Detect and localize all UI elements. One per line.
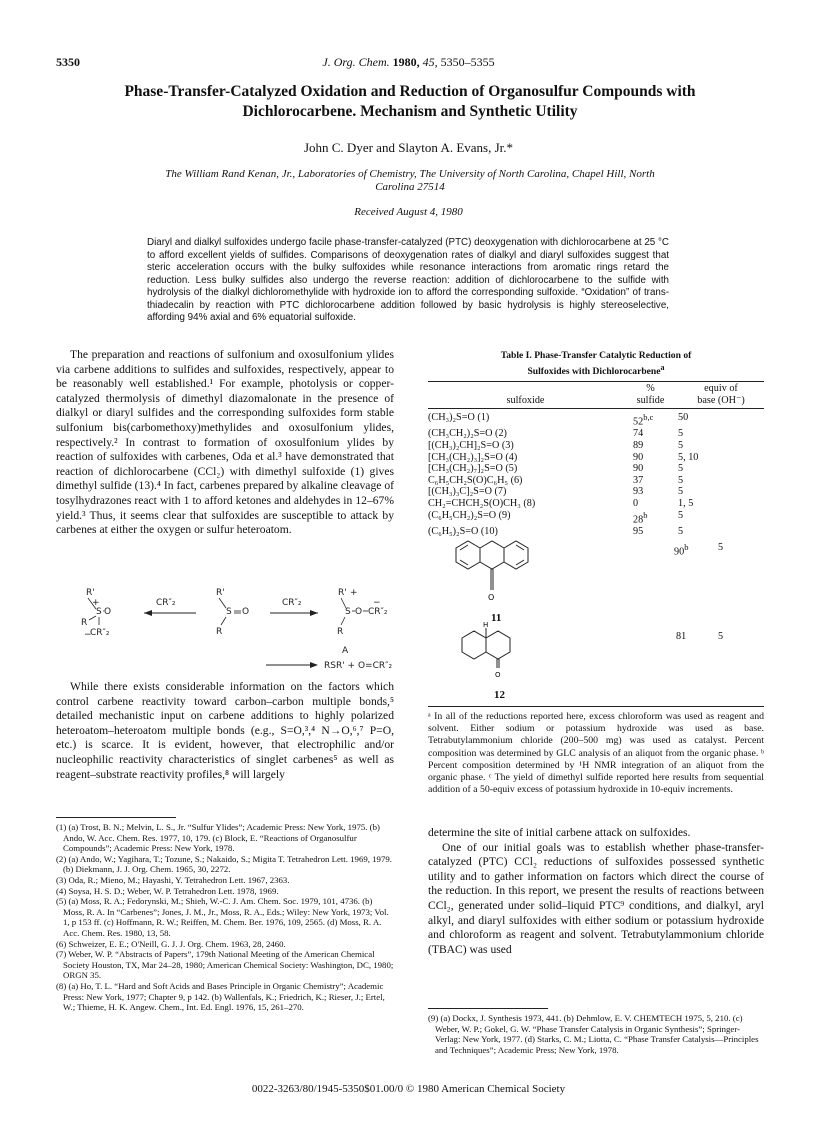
table-1: [428, 350, 764, 537]
scheme-cr2-right: CR″₂: [368, 607, 388, 617]
cell-equiv: 5: [678, 486, 684, 498]
scheme-minus-left: −: [84, 630, 92, 640]
compound-12-structure: [446, 622, 556, 680]
table-title: [428, 350, 764, 378]
journal-year: 1980,: [392, 55, 420, 69]
table-title-line2: Sulfoxides with Dichlorocarbene: [527, 366, 661, 378]
cell-equiv: 1, 5: [678, 497, 694, 509]
compound-11-pct-sup: b: [684, 542, 689, 552]
table-row: [428, 440, 764, 452]
compound-11-pct: [674, 542, 688, 557]
header-equiv-line1: equiv of: [704, 383, 738, 395]
compound-11-structure: [446, 534, 556, 610]
cell-pct: 90: [633, 451, 644, 463]
cell-equiv: 5: [678, 463, 684, 475]
journal-pages: 5350–5355: [440, 55, 495, 69]
compound-12-label: 12: [494, 689, 505, 701]
cell-equiv: 5: [678, 509, 684, 521]
table-header-row: [428, 383, 764, 406]
intro-paragraph-2: While there exists considerable information on the factors which control carbene reactivity toward carbon–carbon multiple bonds,⁵ detailed mechanistic input on carbene additions to highly polarized heteroatom–heteroatom multiple bonds (e.g., S=O,³,⁴ N→O,⁶,⁷ P=O, etc.) is scarce. It is evident, however, that electrophilic and/or nucleophilic reactivity characteristics of singlet carbenes⁵ as well as reagent–substrate reactivity profiles,⁸ will largely: [56, 680, 394, 781]
journal-name: J. Org. Chem.: [322, 55, 390, 69]
footnote-5: (5) (a) Moss, R. A.; Fedorynski, M.; Shieh, W.-C. J. Am. Chem. Soc. 1979, 101, 4736. (b) Moss, R. A. In “Carbenes”; Jones, J. M., Jr., Moss, R. A., Eds.; Wiley: New York, 1973; Vol. 1, p 153 ff. (c) Hoffmann, R. W.; Reiffen, M. Chem. Ber. 1976, 109, 2565. (d) Moss, R. A. Acc. Chem. Res. 1980, 13, 58.: [56, 896, 389, 938]
cell-sulfoxide: (C₆H₅CH₂)₂S=O (9): [428, 509, 511, 521]
scheme-r1-left: R': [86, 588, 95, 598]
table-body: [428, 383, 764, 406]
scheme-r1-center: R': [216, 588, 225, 598]
cell-pct: 90: [633, 463, 644, 475]
header-equiv-base: [678, 383, 764, 406]
cell-pct-value: 52: [633, 416, 644, 428]
intro-paragraph-1: The preparation and reactions of sulfonium and oxosulfonium ylides via carbene additions to sulfides and sulfoxides, respectively, appear to be reasonably well established.¹ For example, photolysis or copper-catalyzed thermolysis of dimethyl diazomalonate in the presence of dialkyl or diaryl sulfides and the corresponding sulfoxides form stable sulfonium bis(carbomethoxy)methylides and oxosulfonium ylides, respectively.² In contrast to formation of oxosulfonium ylides by reaction of sulfoxides with carbenes, Oda et al.³ have demonstrated that reaction of dichlorocarbene (CCl₂) with dimethyl sulfoxide (1) gives dimethyl sulfide (13).⁴ In fact, carbenes prepared by alkaline cleavage of tosylhydrazones react with 1 to afford ketones and aldehydes in 12–67% yield.³ Thus, it seems clear that sulfoxides are susceptible to attack by carbenes at either the oxygen or sulfur heteroatom.: [56, 348, 394, 537]
scheme-s-right: S: [345, 607, 351, 617]
table-bottom-rule: [428, 706, 764, 707]
footnote-3: (3) Oda, R.; Mieno, M.; Hayashi, Y. Tetrahedron Lett. 1967, 2363.: [56, 874, 290, 885]
left-column: [56, 348, 394, 538]
abstract: Diaryl and dialkyl sulfoxides undergo facile phase-transfer-catalyzed (PTC) deoxygenation with dichlorocarbene at 25 °C to afford excellent yields of sulfides. Comparisons of deoxygenation rates of dialkyl and diaryl sulfoxides suggest that steric acceleration occurs with the bulky sulfoxides while resonance interactions from aromatic rings retard the reduction. Less bulky sulfides also undergo the reverse reaction: addition of dichlorocarbene to the sulfide with hydrolysis of the dialkyl dichloromethylide with hydroxide ion to afford the corresponding sulfoxide. “Oxidation” of trans-thiadecalin by reaction with PTC dichlorocarbene addition followed by basic hydrolysis is highly stereoselective, affording 94% axial and 6% equatorial sulfoxide.: [147, 237, 669, 323]
affiliation: The William Rand Kenan, Jr., Laboratories of Chemistry, The University of North Carolina, Chapel Hill, North Carolina 27514: [165, 168, 655, 193]
scheme-plus-right: +: [350, 588, 358, 598]
table-row: [428, 428, 764, 440]
table-row: [428, 412, 764, 428]
page-number: 5350: [56, 55, 80, 69]
cell-pct: 0: [633, 497, 639, 509]
scheme-r1-right: R': [338, 588, 347, 598]
cell-sulfoxide: [(CH₃)₂CH]₂S=O (3): [428, 439, 514, 451]
footnote-2: (2) (a) Ando, W.; Yagihara, T.; Tozune, S.; Nakaido, S.; Migita T. Tetrahedron Lett. 1969, 1979. (b) Diekmann, J. J. Org. Chem. 1965, 30, 2272.: [56, 853, 392, 875]
scheme-s-center: S: [226, 607, 232, 617]
cell-sulfoxide: (C₆H₅)₂S=O (10): [428, 525, 498, 537]
table-row: [428, 475, 764, 487]
right-column-body: [428, 826, 764, 957]
cell-equiv: 5: [678, 474, 684, 486]
table-row: [428, 463, 764, 475]
cell-sulfoxide: C₆H₅CH₂S(O)C₆H₅ (6): [428, 474, 523, 486]
scheme-r-center: R: [216, 627, 223, 637]
cell-pct: 37: [633, 474, 644, 486]
authors: John C. Dyer and Slayton A. Evans, Jr.*: [303, 140, 514, 155]
reaction-scheme: [56, 585, 394, 671]
footnote-rule-right: [428, 1008, 548, 1009]
table-row: [428, 486, 764, 498]
cell-pct: [633, 510, 678, 526]
cell-sulfoxide: [CH₃(CH₂)₇]₂S=O (5): [428, 463, 518, 475]
compound-11-equiv: 5: [718, 542, 724, 553]
compound-12-pct: 81: [676, 631, 687, 642]
scheme-o-right: O: [355, 607, 363, 617]
scheme-plus-left: +: [92, 598, 100, 608]
header-pct-sulfide: [623, 383, 678, 406]
footnote-7: (7) Weber, W. P. “Abstracts of Papers”, 179th National Meeting of the American Chemical Society Houston, TX, Mar 24–28, 1980; American Chemical Society: Washington, DC, 1980; ORGN 35.: [56, 949, 394, 981]
table-row: [428, 452, 764, 464]
scheme-arrow-label-right: CR″₂: [282, 598, 302, 608]
cell-pct: 89: [633, 439, 644, 451]
scheme-product: RSR' + O=CR″₂: [324, 661, 393, 671]
cell-pct: 93: [633, 486, 644, 498]
cell-pct: 74: [633, 428, 644, 440]
journal-volume: 45,: [422, 55, 438, 69]
compound-12-oxygen: O: [495, 671, 501, 679]
footnotes-left: [56, 822, 394, 1013]
cell-equiv: 5: [678, 439, 684, 451]
header-pct-line1: %: [646, 383, 655, 395]
footnote-9: (9) (a) Dockx, J. Synthesis 1973, 441. (b) Dehmlow, E. V. CHEMTECH 1975, 5, 210. (c) Weber, W. P.; Gokel, G. W. “Phase Transfer Catalysis in Organic Synthesis”; Springer-Verlag: New York, 1977. (d) Starks, C. M.; Liotta, C. “Phase Transfer Catalysis—Principles and Techniques”; Academic Press; New York, 1978.: [428, 1013, 759, 1055]
scheme-arrow-label-left: CR″₂: [156, 598, 176, 608]
left-column-lower: [56, 680, 394, 782]
header-sulfoxide: sulfoxide: [506, 394, 545, 406]
copyright-footer: 0022-3263/80/1945-5350$01.00/0 © 1980 American Chemical Society: [251, 1083, 566, 1095]
footnotes-right: [428, 1013, 764, 1055]
cell-equiv: 50: [678, 412, 689, 424]
footnote-6: (6) Schweizer, E. E.; O'Neill, G. J. J. Org. Chem. 1963, 28, 2460.: [56, 938, 286, 949]
scheme-cr2-left: CR″₂: [90, 628, 110, 638]
cell-pct-value: 28: [633, 513, 644, 525]
footnote-4: (4) Soysa, H. S. D.; Weber, W. P. Tetrahedron Lett. 1978, 1969.: [56, 885, 279, 896]
right-paragraph-0: determine the site of initial carbene attack on sulfoxides.: [428, 826, 691, 839]
compound-11-label: 11: [491, 612, 502, 624]
table-title-sup: a: [660, 363, 665, 372]
scheme-minus-right: −: [373, 598, 381, 608]
cell-sulfoxide: (CH₃CH₂)₂S=O (2): [428, 428, 507, 440]
cell-sulfoxide: CH₂=CHCH₂S(O)CH₃ (8): [428, 497, 536, 509]
cell-pct: 95: [633, 525, 644, 537]
cell-equiv: 5: [678, 525, 684, 537]
table-row: [428, 510, 764, 526]
cell-pct: [633, 412, 678, 428]
compound-12-equiv: 5: [718, 631, 724, 642]
scheme-o-left: O: [104, 607, 112, 617]
footnote-8: (8) (a) Ho, T. L. “Hard and Soft Acids and Bases Principle in Organic Chemistry”; Academic Press: New York, 1977; Chapter 9, p 142. (b) Wallenfals, K.; Friedrich, K.; Rieser, J.; Ertel, W.; Thieme, H. K. Angew. Chem., Int. Ed. Engl. 1976, 15, 261–270.: [56, 980, 385, 1013]
compound-11-oxygen: O: [488, 593, 495, 602]
cell-sulfoxide: (CH₃)₂S=O (1): [428, 412, 490, 424]
cell-sulfoxide: [CH₃(CH₂)₃]₂S=O (4): [428, 451, 518, 463]
cell-pct-sup: b,c: [643, 412, 654, 423]
journal-citation: [0, 55, 817, 70]
cell-equiv: 5, 10: [678, 451, 699, 463]
footnote-1: (1) (a) Trost, B. N.; Melvin, L. S., Jr. “Sulfur Ylides”; Academic Press: New York, 1975. (b) Ando, W. Acc. Chem. Res. 1977, 10, 179. (c) Block, E. “Reactions of Organosulfur Compounds”; Academic Press: New York, 1978.: [56, 822, 380, 854]
table-title-line1: Table I. Phase-Transfer Catalytic Reduction of: [500, 350, 692, 361]
table-footnote: ᵃ In all of the reductions reported here, excess chloroform was used as reagent and solvent. Either sodium or potassium hydroxide was used as base. Tetrabutylammonium chloride (200–500 mg) was used as catalyst. Percent composition was determined by GLC analysis of an aliquot from the organic phase. ᵇ Percent composition determined by ¹H NMR integration of an aliquot from the organic phase. ᶜ The yield of dimethyl sulfide reported here results from sequential addition of a 50-equiv excess of potassium hydroxide in 10-equiv increments.: [428, 711, 764, 796]
scheme-o-center: O: [242, 607, 250, 617]
cell-sulfoxide: [(CH₃)₃C]₂S=O (7): [428, 486, 507, 498]
scheme-label-a: A: [342, 646, 349, 656]
cell-equiv: 5: [678, 428, 684, 440]
paper-title: Phase-Transfer-Catalyzed Oxidation and Reduction of Organosulfur Compounds with Dichlorocarbene. Mechanism and Synthetic Utility: [124, 83, 696, 120]
cell-pct-sup: b: [643, 509, 648, 520]
header-equiv-line2: base (OH⁻): [697, 394, 745, 406]
header-pct-line2: sulfide: [636, 394, 665, 406]
scheme-r-right: R: [337, 627, 344, 637]
table-rows: [428, 412, 764, 537]
compound-11-pct-value: 90: [674, 546, 685, 558]
scheme-s-left: S: [96, 607, 102, 617]
received-date: Received August 4, 1980: [354, 206, 463, 218]
table-row: [428, 498, 764, 510]
scheme-r-left: R: [81, 618, 88, 628]
right-paragraph-1: One of our initial goals was to establish whether phase-transfer-catalyzed (PTC) CCl₂ reductions of sulfoxides possessed synthetic utility and to gather information on factors which direct the course of the reduction. In this report, we present the results of reactions between CCl₂, generated under solid–liquid PTC⁹ conditions, and dialkyl, aryl alkyl, and diaryl sulfoxides with either sodium or potassium hydroxide and chloroform as reagent and solvent. Tetrabutylammonium chloride (TBAC) was used: [428, 840, 764, 956]
compound-12-hydrogen: H: [483, 622, 489, 629]
footnote-rule-left: [56, 817, 176, 818]
table-header-rule: [428, 408, 764, 409]
table-top-rule: [428, 381, 764, 382]
